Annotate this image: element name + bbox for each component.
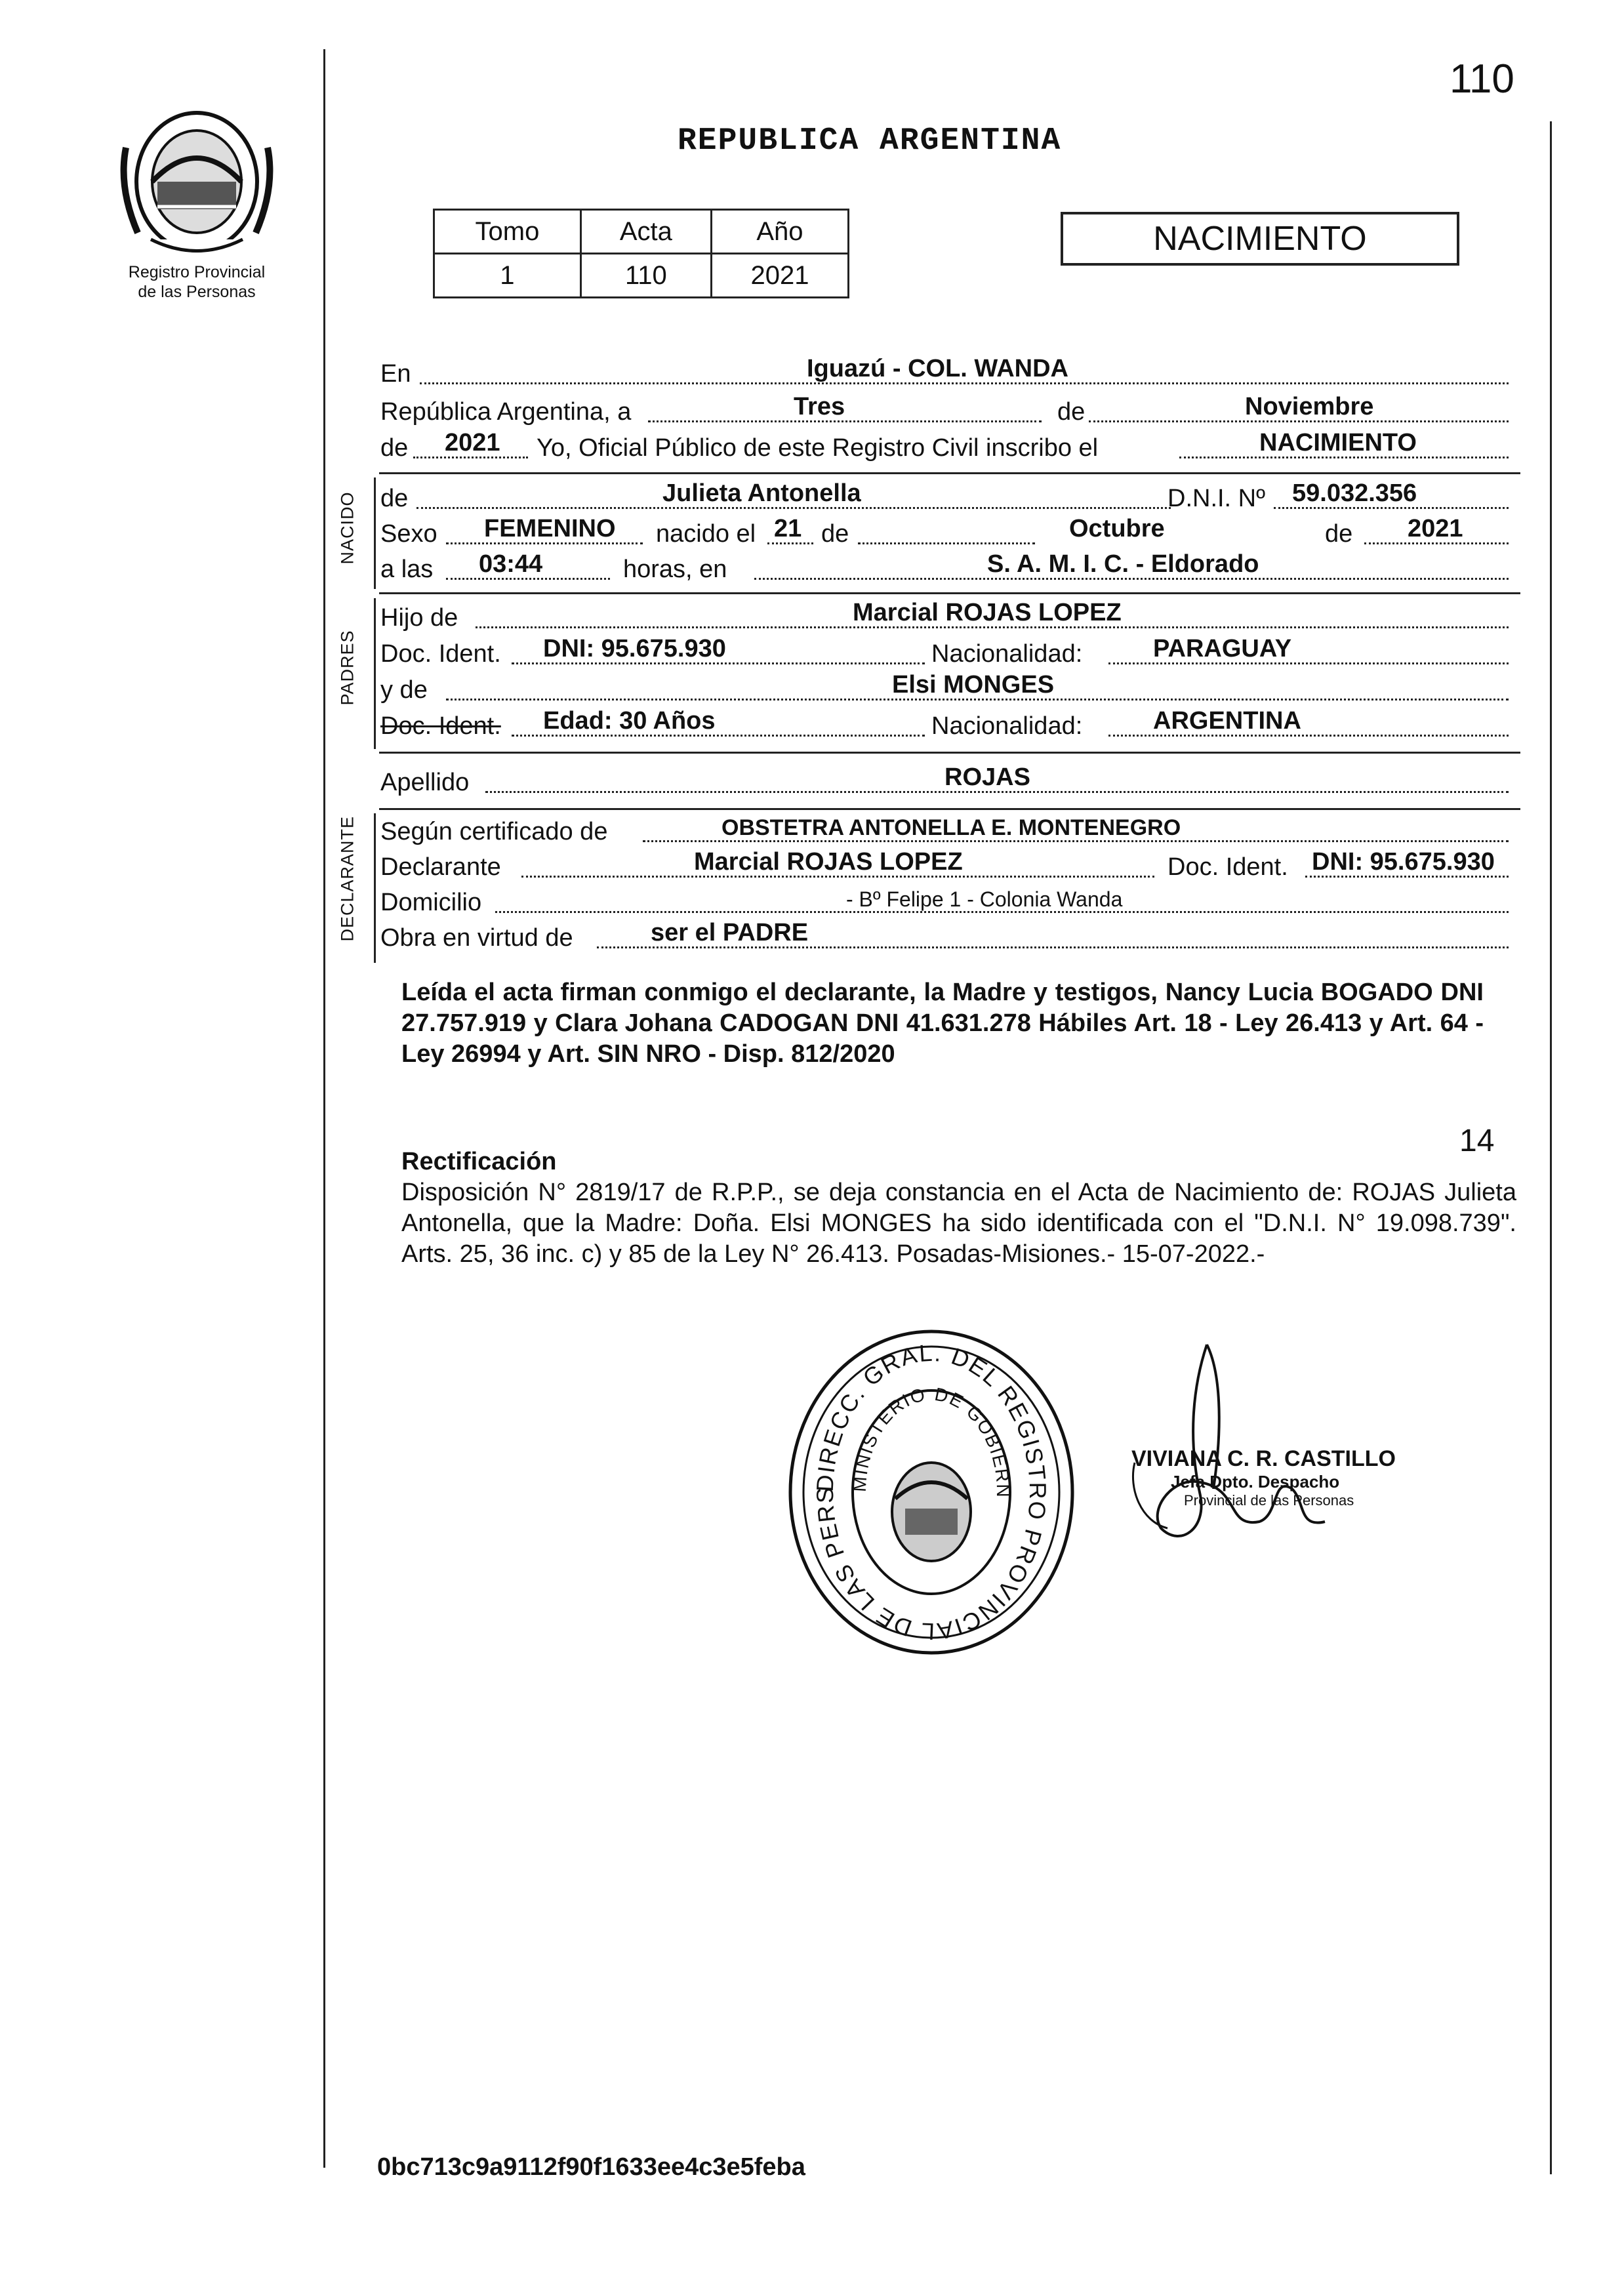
row-apellido <box>380 763 1522 801</box>
declarante-doc-value: DNI: 95.675.930 <box>1312 848 1495 876</box>
right-margin-line <box>1550 121 1552 2174</box>
row-domicilio <box>380 883 1522 921</box>
hijo-label: Hijo de <box>380 604 458 632</box>
obra-value: ser el PADRE <box>651 919 809 946</box>
nacido-bracket <box>374 477 376 589</box>
nacionalidad-label: Nacionalidad: <box>931 640 1083 668</box>
nacionalidad-label-2: Nacionalidad: <box>931 712 1083 740</box>
padre-value: Marcial ROJAS LOPEZ <box>853 599 1122 626</box>
padre-nac-value: PARAGUAY <box>1153 635 1292 662</box>
nacido-anio-value: 2021 <box>1408 515 1463 542</box>
mes-value: Noviembre <box>1245 393 1374 420</box>
republica-label: República Argentina, a <box>380 398 632 426</box>
certificado-label: Según certificado de <box>380 818 608 845</box>
de-label: de <box>1057 398 1086 426</box>
row-madre <box>380 670 1522 708</box>
rectificacion-title: Rectificación <box>401 1148 557 1175</box>
nacido-dia-value: 21 <box>774 515 802 542</box>
nacido-label: nacido el <box>656 520 756 548</box>
dia-value: Tres <box>794 393 845 420</box>
section-divider-2 <box>379 592 1520 594</box>
domicilio-value: - Bº Felipe 1 - Colonia Wanda <box>846 887 1123 911</box>
nacido-mes-dots <box>858 542 1035 544</box>
logo-caption-line2: de las Personas <box>138 283 256 301</box>
yde-label: y de <box>380 676 428 704</box>
inscribo-value: NACIMIENTO <box>1259 429 1417 457</box>
madre-value: Elsi MONGES <box>892 671 1055 699</box>
official-stamp-icon <box>777 1322 1086 1663</box>
dni-value: 59.032.356 <box>1292 479 1417 507</box>
page-title: REPUBLICA ARGENTINA <box>678 123 1062 159</box>
record-table-header-anio: Año <box>711 210 848 254</box>
side-label-padres: PADRES <box>337 630 357 706</box>
padre-doc-value: DNI: 95.675.930 <box>543 635 726 662</box>
dni-label: D.N.I. Nº <box>1167 485 1265 512</box>
left-margin-line <box>323 49 325 2168</box>
sexo-value: FEMENINO <box>484 515 616 542</box>
closing-text: Leída el acta firman conmigo el declarante, la Madre y testigos, Nancy Lucia BOGADO DNI 27.757.919 y Clara Johana CADOGAN DNI 41.631.278 Hábiles Art. 18 - Ley 26.413 y Art. 64 - Ley 26994 y Art. SIN NRO - Disp. 812/2020 <box>401 979 1484 1068</box>
row-padre <box>380 598 1522 636</box>
rectificacion-number: 14 <box>1459 1124 1495 1158</box>
madre-edad-value: Edad: 30 Años <box>543 707 716 735</box>
de-label-4: de <box>821 520 849 548</box>
apellido-value: ROJAS <box>944 763 1030 791</box>
record-table-header-acta: Acta <box>580 210 711 254</box>
hora-value: 03:44 <box>479 550 543 578</box>
row-declarante <box>380 847 1522 885</box>
side-label-nacido: NACIDO <box>337 491 357 565</box>
rectificacion-text: Disposición N° 2819/17 de R.P.P., se deja constancia en el Acta de Nacimiento de: ROJAS Julieta Antonella, que la Madre: Doña. Elsi MONGES ha sido identificada con el "D.N.I. N° 19.098.739". Arts. 25, 36 inc. c) y 85 de la Ley N° 26.413. Posadas-Misiones.- 15-07-2022.- <box>401 1179 1516 1268</box>
domicilio-label: Domicilio <box>380 889 482 916</box>
stamp-outer-text: DIRECC. GRAL. DEL REGISTRO PROVINCIAL DE LAS PERS <box>811 1339 1052 1646</box>
official-stamp <box>777 1322 1086 1663</box>
signature-stamp <box>1131 1446 1396 1509</box>
apellido-label: Apellido <box>380 769 470 796</box>
de-label-2: de <box>380 434 409 462</box>
row-hora <box>380 550 1522 588</box>
province-logo <box>112 108 282 259</box>
docident-struck-label: Doc. Ident. <box>380 712 501 740</box>
logo-caption-line1: Registro Provincial <box>128 263 266 281</box>
signature-name: VIVIANA C. R. CASTILLO <box>1131 1446 1396 1471</box>
record-table <box>433 209 849 298</box>
en-label: En <box>380 360 411 388</box>
en-value: Iguazú - COL. WANDA <box>807 355 1068 382</box>
document-hash: 0bc713c9a9112f90f1633ee4c3e5feba <box>377 2153 805 2181</box>
record-table-value-acta: 110 <box>580 254 711 298</box>
sexo-label: Sexo <box>380 520 437 548</box>
signature-office: Provincial de las Personas <box>1184 1492 1354 1509</box>
padres-bracket <box>374 598 376 749</box>
docident-label-2: Doc. Ident. <box>1167 853 1288 881</box>
signature-role: Jefa Dpto. Despacho <box>1171 1472 1340 1491</box>
certificado-value: OBSTETRA ANTONELLA E. MONTENEGRO <box>721 815 1181 840</box>
nacido-mes-value: Octubre <box>1069 515 1165 542</box>
horas-label: horas, en <box>623 556 727 583</box>
alas-label: a las <box>380 556 434 583</box>
lugar-value: S. A. M. I. C. - Eldorado <box>987 550 1259 578</box>
record-table-value-tomo: 1 <box>434 254 581 298</box>
de-label-3: de <box>380 485 409 512</box>
row-nombre <box>380 479 1522 517</box>
row-certificado <box>380 812 1522 850</box>
nombre-value: Julieta Antonella <box>662 479 861 507</box>
svg-text:MINISTERIO DE GOBIERNO <box>777 1322 1013 1499</box>
page-number: 110 <box>1450 56 1514 102</box>
signature-scribble-icon <box>1108 1331 1450 1554</box>
anio-value: 2021 <box>445 429 500 457</box>
obra-label: Obra en virtud de <box>380 924 573 952</box>
section-divider-1 <box>379 472 1520 474</box>
declarante-value: Marcial ROJAS LOPEZ <box>694 848 963 876</box>
row-obra <box>380 918 1522 956</box>
de-label-5: de <box>1325 520 1353 548</box>
logo-caption <box>112 262 282 302</box>
record-table-value-anio: 2021 <box>711 254 848 298</box>
row-padre-doc <box>380 634 1522 672</box>
madre-nac-value: ARGENTINA <box>1153 707 1301 735</box>
oficial-text: Yo, Oficial Público de este Registro Civil inscribo el <box>537 434 1099 462</box>
side-label-declarante: DECLARANTE <box>337 815 357 942</box>
row-fecha <box>380 392 1522 430</box>
declarante-label: Declarante <box>380 853 501 881</box>
row-en <box>380 354 1522 392</box>
section-divider-3 <box>379 752 1520 754</box>
record-type-box: NACIMIENTO <box>1061 212 1459 266</box>
record-table-header-tomo: Tomo <box>434 210 581 254</box>
province-seal-icon <box>112 108 282 259</box>
row-sexo <box>380 514 1522 552</box>
row-anio-inscripcion <box>380 428 1522 466</box>
docident-label: Doc. Ident. <box>380 640 501 668</box>
section-divider-4 <box>379 808 1520 810</box>
stamp-inner-text: MINISTERIO DE GOBIERN <box>849 1383 1014 1499</box>
declarante-bracket <box>374 813 376 963</box>
row-madre-doc <box>380 706 1522 744</box>
signature <box>1108 1331 1450 1554</box>
